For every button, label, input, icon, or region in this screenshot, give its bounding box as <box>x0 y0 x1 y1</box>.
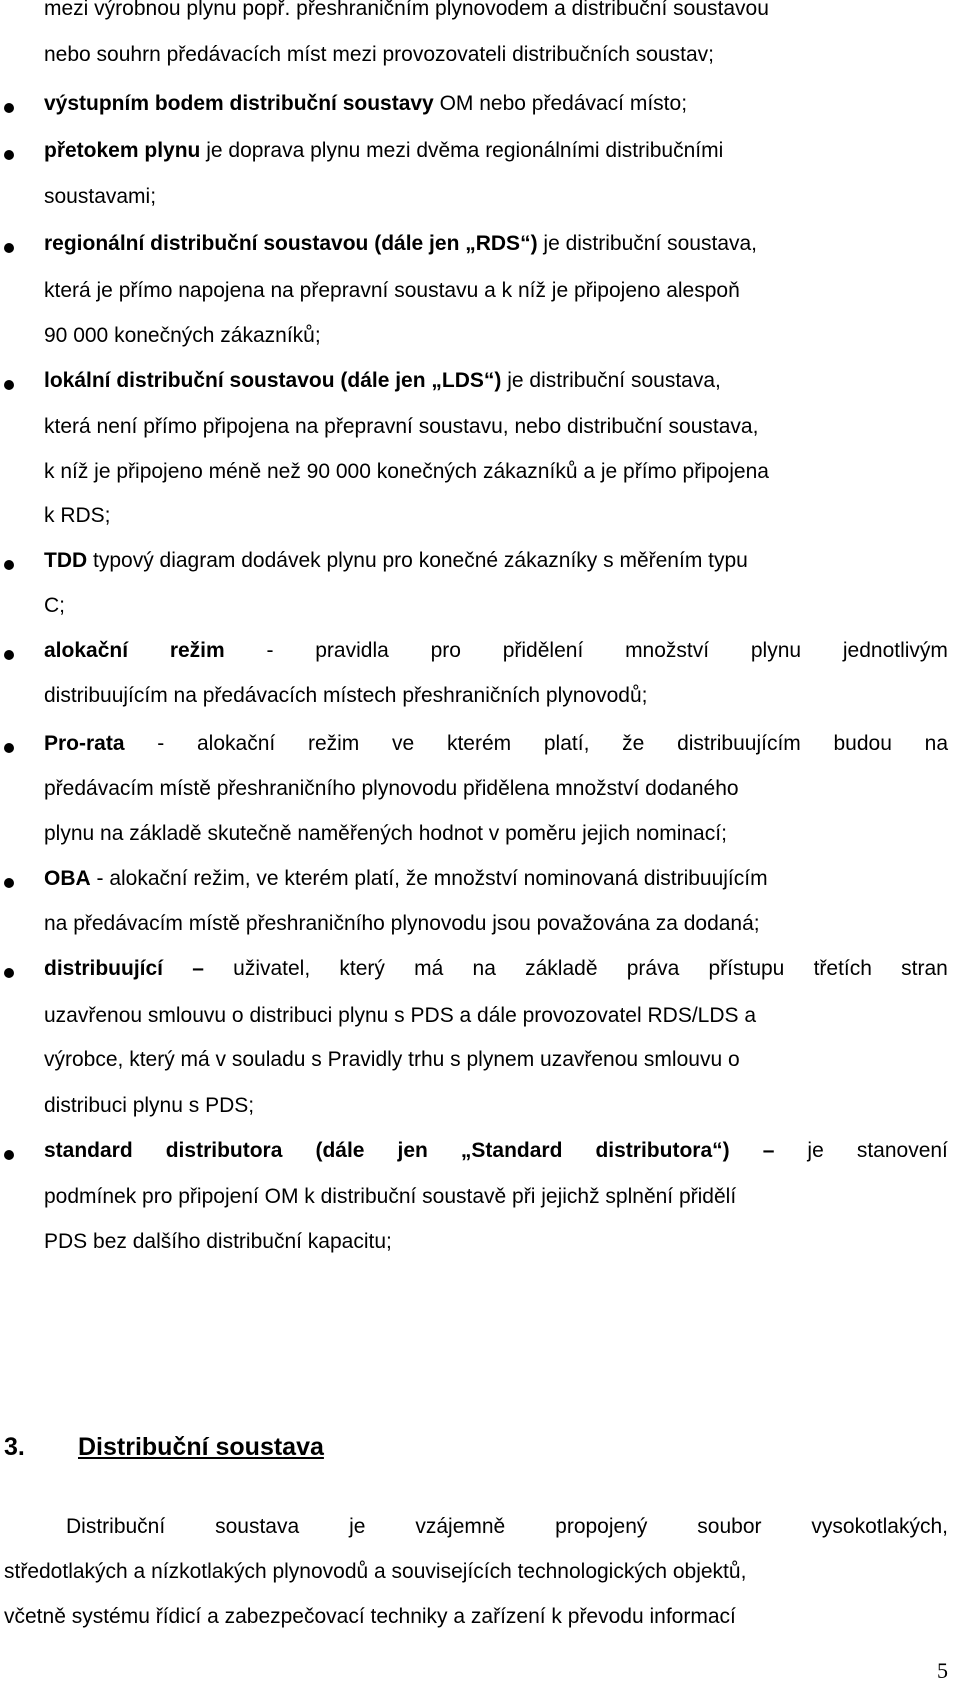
definition-term-word: (dále <box>315 1139 365 1162</box>
paragraph-line <box>66 1515 948 1539</box>
definition-term-word: distributora <box>165 1139 283 1162</box>
definition-term-word: distribuující <box>44 957 164 980</box>
word: distribuujícím <box>677 732 801 755</box>
definition-term: přetokem plynu <box>44 139 201 162</box>
definition-line: lokální distribuční soustavou (dále jen „LDS“) je distribuční soustava, <box>44 369 721 392</box>
text-line: 90 000 konečných zákazníků; <box>44 324 321 347</box>
word: je <box>807 1139 824 1162</box>
word: platí, <box>543 732 590 755</box>
definition-term-word: standard <box>44 1139 133 1162</box>
text-line: na předávacím místě přeshraničního plynovodu jsou považována za dodaná; <box>44 912 760 935</box>
paragraph-line: včetně systému řídicí a zabezpečovací techniky a zařízení k převodu informací <box>4 1605 736 1628</box>
word: je <box>349 1515 366 1538</box>
definition-term: TDD <box>44 549 88 572</box>
text-line: která není přímo připojena na přepravní soustavu, nebo distribuční soustava, <box>44 415 759 438</box>
word: pravidla <box>315 639 389 662</box>
text-line: která je přímo napojena na přepravní soustavu a k níž je připojeno alespoň <box>44 279 740 302</box>
definition-line: regionální distribuční soustavou (dále jen „RDS“) je distribuční soustava, <box>44 232 758 255</box>
word: soustava <box>215 1515 300 1538</box>
bullet-icon <box>4 1150 14 1160</box>
text-line: mezi výrobnou plynu popř. přeshraničním plynovodem a distribuční soustavou <box>44 0 769 20</box>
word: že <box>622 732 645 755</box>
definition-term-word: alokační <box>44 639 129 662</box>
text-line: distribuci plynu s PDS; <box>44 1094 255 1117</box>
word: stanovení <box>856 1139 948 1162</box>
word: práva <box>626 957 680 980</box>
definition-term-word: – <box>192 957 204 980</box>
definition-line: OBA - alokační režim, ve kterém platí, že množství nominovaná distribuujícím <box>44 867 768 890</box>
word: kterém <box>446 732 512 755</box>
definition-line <box>44 957 948 981</box>
page-number: 5 <box>937 1658 948 1683</box>
definition-line: přetokem plynu je doprava plynu mezi dvěma regionálními distribučními <box>44 139 724 162</box>
paragraph-line: středotlakých a nízkotlakých plynovodů a souvisejících technologických objektů, <box>4 1560 747 1583</box>
text-line: k níž je připojeno méně než 90 000 konečných zákazníků a je přímo připojena <box>44 460 769 483</box>
definition-term-word: režim <box>169 639 225 662</box>
definition-line <box>44 732 948 756</box>
word: který <box>339 957 385 980</box>
bullet-icon <box>4 103 14 113</box>
bullet-icon <box>4 150 14 160</box>
word: alokační <box>197 732 276 755</box>
definition-line: výstupním bodem distribuční soustavy OM nebo předávací místo; <box>44 92 688 115</box>
definition-term-word: „Standard <box>460 1139 563 1162</box>
word: na <box>924 732 948 755</box>
bullet-icon <box>4 243 14 253</box>
definition-line <box>44 1139 948 1163</box>
word: plynu <box>750 639 802 662</box>
section-heading <box>4 1432 324 1462</box>
bullet-icon <box>4 650 14 660</box>
definition-term: OBA <box>44 867 91 890</box>
word: vzájemně <box>415 1515 506 1538</box>
text-line: PDS bez dalšího distribuční kapacitu; <box>44 1230 392 1253</box>
word: budou <box>833 732 892 755</box>
bullet-icon <box>4 380 14 390</box>
word: má <box>414 957 444 980</box>
word: pro <box>430 639 461 662</box>
word: přidělení <box>502 639 584 662</box>
word: - <box>157 732 165 755</box>
definition-term: lokální distribuční soustavou (dále jen „LDS“) <box>44 369 502 392</box>
word: stran <box>901 957 948 980</box>
bullet-icon <box>4 560 14 570</box>
word: uživatel, <box>233 957 311 980</box>
definition-term-word: jen <box>397 1139 428 1162</box>
section-title: Distribuční soustava <box>78 1433 324 1461</box>
word: vysokotlakých, <box>811 1515 948 1538</box>
definition-term-word: – <box>762 1139 775 1162</box>
word: ve <box>392 732 415 755</box>
word: na <box>472 957 496 980</box>
word: základě <box>525 957 598 980</box>
definition-term-word: distributora“) <box>595 1139 730 1162</box>
word: třetích <box>813 957 872 980</box>
text-line: uzavřenou smlouvu o distribuci plynu s PDS a dále provozovatel RDS/LDS a <box>44 1004 757 1027</box>
definition-term: regionální distribuční soustavou (dále jen „RDS“) <box>44 232 538 255</box>
text-line: podmínek pro připojení OM k distribuční soustavě při jejichž splnění přidělí <box>44 1185 737 1208</box>
word: - <box>266 639 274 662</box>
word: Distribuční <box>66 1515 166 1538</box>
text-line: C; <box>44 594 65 617</box>
bullet-icon <box>4 968 14 978</box>
text-line: předávacím místě přeshraničního plynovodu přidělena množství dodaného <box>44 777 739 800</box>
section-number: 3. <box>4 1433 25 1461</box>
word: jednotlivým <box>842 639 948 662</box>
text-line: nebo souhrn předávacích míst mezi provozovateli distribučních soustav; <box>44 43 715 66</box>
text-line: výrobce, který má v souladu s Pravidly trhu s plynem uzavřenou smlouvu o <box>44 1048 740 1071</box>
word: přístupu <box>708 957 785 980</box>
word: propojený <box>555 1515 648 1538</box>
definition-line: TDD typový diagram dodávek plynu pro konečné zákazníky s měřením typu <box>44 549 748 572</box>
text-line: soustavami; <box>44 185 157 208</box>
bullet-icon <box>4 878 14 888</box>
definition-line <box>44 639 948 663</box>
bullet-icon <box>4 743 14 753</box>
word: soubor <box>697 1515 762 1538</box>
text-line: distribuujícím na předávacích místech přeshraničních plynovodů; <box>44 684 648 707</box>
text-line: k RDS; <box>44 504 111 527</box>
word: režim <box>307 732 360 755</box>
text-line: plynu na základě skutečně naměřených hodnot v poměru jejich nominací; <box>44 822 727 845</box>
word: množství <box>625 639 710 662</box>
definition-term: výstupním bodem distribuční soustavy <box>44 92 434 115</box>
definition-term-word: Pro-rata <box>44 732 125 755</box>
